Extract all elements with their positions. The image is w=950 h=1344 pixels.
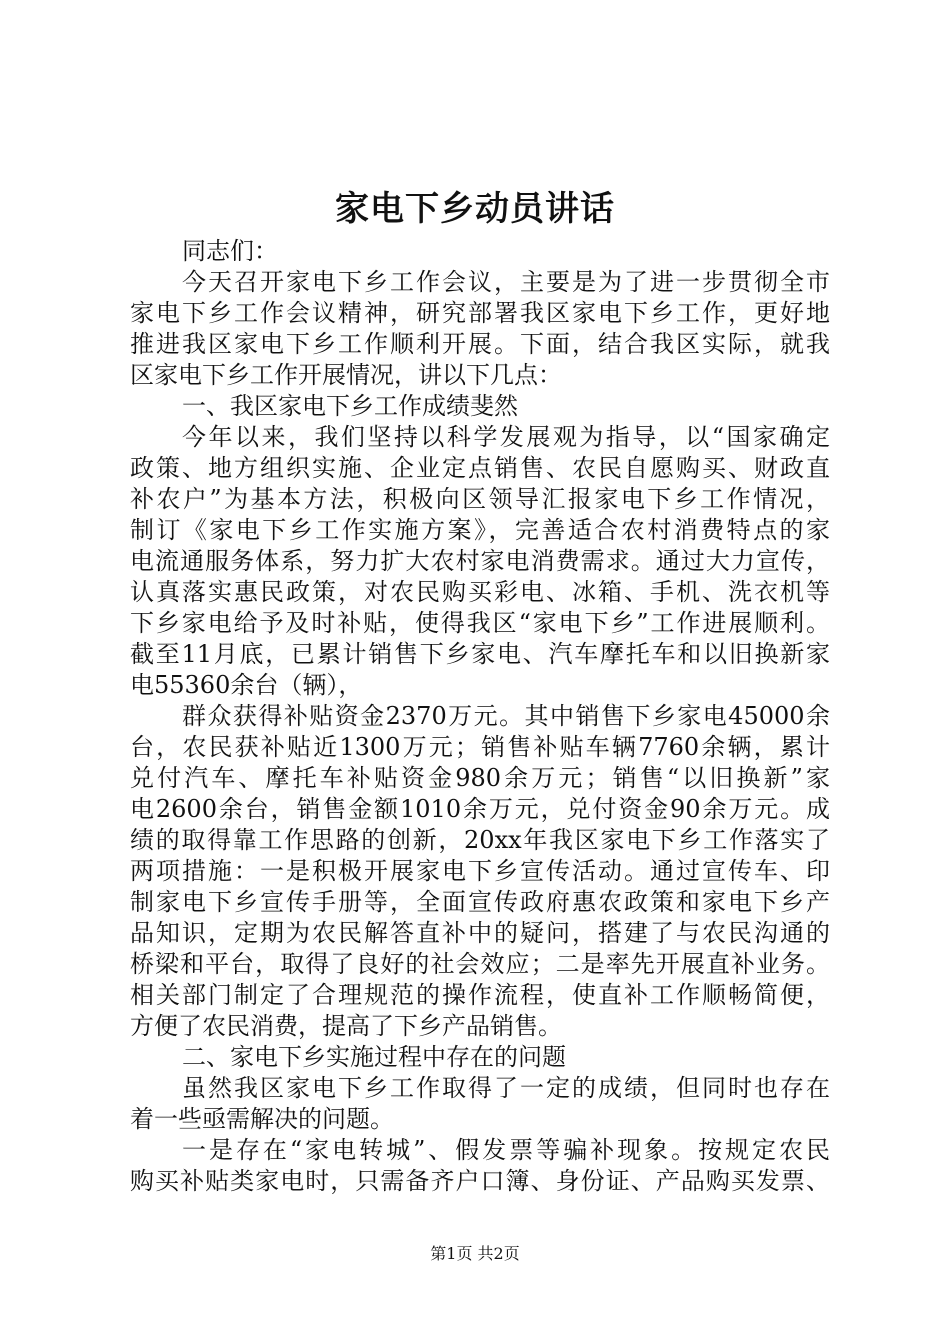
body-line: 同志们： [182, 237, 278, 265]
body-line: 桥梁和平台，取得了良好的社会效应；二是率先开展直补业务。 [130, 950, 830, 978]
body-line: 两项措施：一是积极开展家电下乡宣传活动。通过宣传车、印 [130, 857, 830, 885]
body-line: 认真落实惠民政策，对农民购买彩电、冰箱、手机、洗衣机等 [130, 578, 830, 606]
body-line: 虽然我区家电下乡工作取得了一定的成绩，但同时也存在 [182, 1074, 830, 1102]
body-line: 家电下乡工作会议精神，研究部署我区家电下乡工作，更好地 [130, 299, 830, 327]
body-line: 群众获得补贴资金2370万元。其中销售下乡家电45000余 [182, 702, 830, 730]
document-body [130, 236, 830, 1197]
body-line: 下乡家电给予及时补贴，使得我区“家电下乡”工作进展顺利。 [130, 609, 830, 637]
body-line: 截至11月底，已累计销售下乡家电、汽车摩托车和以旧换新家 [130, 640, 830, 668]
body-line: 购买补贴类家电时，只需备齐户口簿、身份证、产品购买发票、 [130, 1167, 830, 1195]
body-line: 制订《家电下乡工作实施方案》，完善适合农村消费特点的家 [130, 516, 830, 544]
document-title: 家电下乡动员讲话 [335, 189, 615, 229]
body-line: 相关部门制定了合理规范的操作流程，使直补工作顺畅简便， [130, 981, 830, 1009]
body-line: 补农户”为基本方法，积极向区领导汇报家电下乡工作情况， [130, 485, 830, 513]
body-line: 着一些亟需解决的问题。 [130, 1105, 394, 1133]
body-line: 推进我区家电下乡工作顺利开展。下面，结合我区实际，就我 [130, 330, 830, 358]
body-line: 电2600余台，销售金额1010余万元，兑付资金90余万元。成 [130, 795, 830, 823]
body-line: 二、家电下乡实施过程中存在的问题 [182, 1043, 566, 1071]
body-line: 方便了农民消费，提高了下乡产品销售。 [130, 1012, 562, 1040]
body-line: 制家电下乡宣传手册等，全面宣传政府惠农政策和家电下乡产 [130, 888, 830, 916]
body-line: 一是存在“家电转城”、假发票等骗补现象。按规定农民 [182, 1136, 830, 1164]
body-line: 兑付汽车、摩托车补贴资金980余万元；销售“以旧换新”家 [130, 764, 830, 792]
body-line: 区家电下乡工作开展情况，讲以下几点： [130, 361, 562, 389]
body-line: 一、我区家电下乡工作成绩斐然 [182, 392, 518, 420]
page-footer: 第1页 共2页 [430, 1244, 520, 1263]
body-line: 电55360余台（辆）， [130, 671, 363, 699]
body-line: 绩的取得靠工作思路的创新，20xx年我区家电下乡工作落实了 [130, 826, 830, 854]
body-line: 政策、地方组织实施、企业定点销售、农民自愿购买、财政直 [130, 454, 830, 482]
body-line: 今年以来，我们坚持以科学发展观为指导，以“国家确定 [182, 423, 830, 451]
body-line: 电流通服务体系，努力扩大农村家电消费需求。通过大力宣传， [130, 547, 830, 575]
body-line: 今天召开家电下乡工作会议，主要是为了进一步贯彻全市 [182, 268, 830, 296]
body-line: 品知识，定期为农民解答直补中的疑问，搭建了与农民沟通的 [130, 919, 830, 947]
body-line: 台，农民获补贴近1300万元；销售补贴车辆7760余辆，累计 [130, 733, 830, 761]
